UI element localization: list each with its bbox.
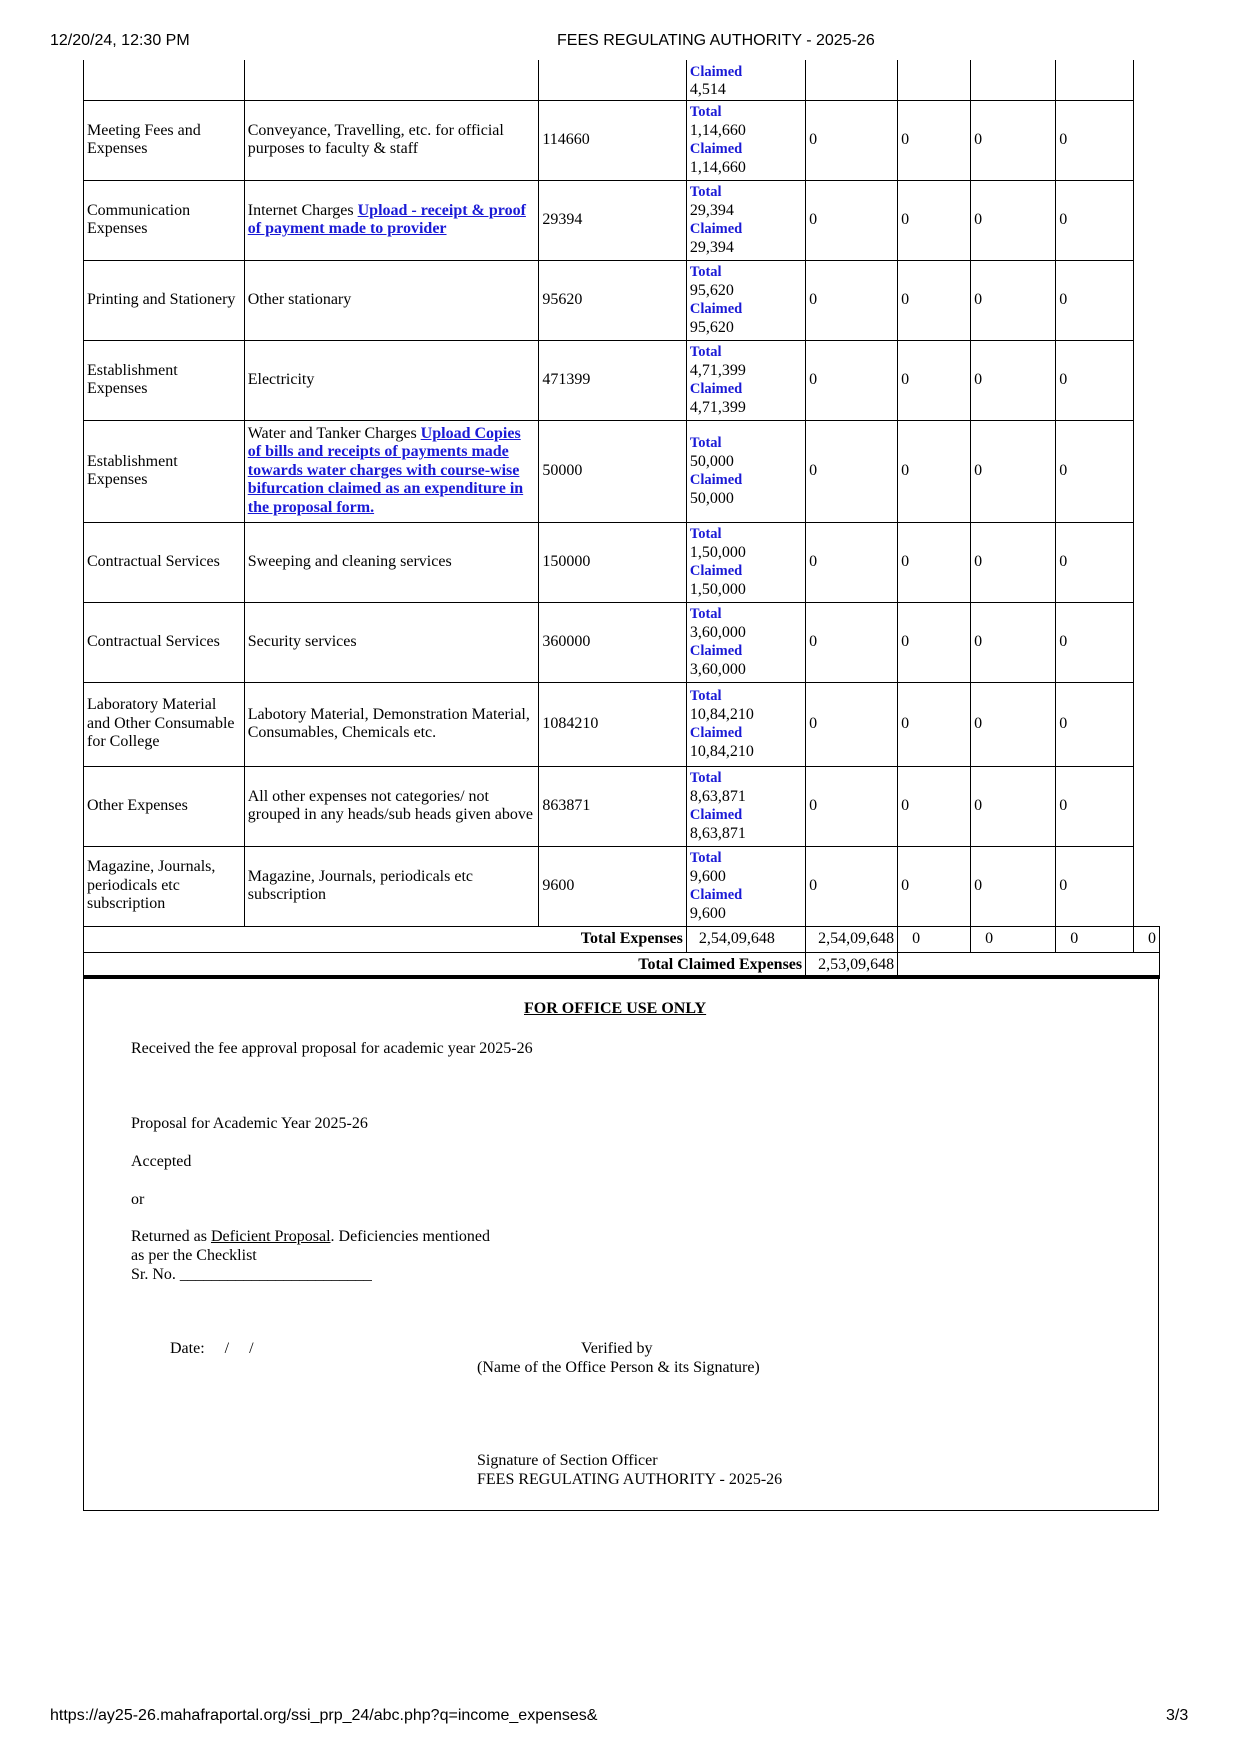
description-text: Security services: [247, 632, 357, 650]
total-value: 8,63,871: [689, 787, 746, 805]
total-label: Total: [689, 104, 722, 120]
value-c3: 0: [971, 602, 1056, 682]
claimed-value: 50,000: [689, 489, 734, 507]
total-expenses-row: [84, 926, 1160, 952]
value-c1: 0: [806, 420, 898, 522]
value-c4: 0: [1056, 420, 1134, 522]
claimed-label: Claimed: [689, 381, 743, 397]
expense-description: [244, 766, 539, 846]
proposal-text: Proposal for Academic Year 2025-26: [131, 1115, 368, 1132]
value-c1: 0: [806, 682, 898, 766]
total-claimed-cell: [686, 522, 805, 602]
verified-by: Verified by: [581, 1340, 653, 1357]
claimed-label: Claimed: [689, 887, 743, 903]
total-value: 10,84,210: [689, 705, 754, 723]
expense-amount: 114660: [539, 100, 687, 180]
value-c4: 0: [1056, 100, 1134, 180]
claimed-value: 29,394: [689, 238, 734, 256]
expense-amount: 29394: [539, 180, 687, 260]
total-label: Total: [689, 606, 722, 622]
value-c3: 0: [971, 682, 1056, 766]
total-label: Total: [689, 344, 722, 360]
total-value: 29,394: [689, 201, 734, 219]
expense-head: Contractual Services: [84, 602, 245, 682]
returned-suffix: . Deficiencies mentioned: [330, 1228, 491, 1245]
accepted-text: Accepted: [131, 1153, 192, 1170]
total-claimed-cell: [686, 340, 805, 420]
value-c4: 0: [1056, 180, 1134, 260]
total-expenses-amount: 2,54,09,648: [686, 926, 805, 952]
total-label: Total: [689, 688, 722, 704]
table-row: [84, 766, 1160, 846]
claimed-value: 3,60,000: [689, 660, 746, 678]
returned-text: [131, 1228, 490, 1246]
expense-description: [244, 420, 539, 522]
total-expenses-label: Total Expenses: [84, 926, 687, 952]
checklist-text: as per the Checklist: [131, 1247, 257, 1264]
page-number: 3/3: [1166, 1707, 1189, 1724]
expenses-table: [83, 60, 1160, 979]
value-c1: 0: [806, 340, 898, 420]
claimed-value: 1,14,660: [689, 158, 746, 176]
claimed-value: 9,600: [689, 904, 726, 922]
description-text: Electricity: [247, 370, 315, 388]
value-c2: 0: [898, 766, 971, 846]
claimed-label: Claimed: [689, 643, 743, 659]
total-value: 95,620: [689, 281, 734, 299]
total-label: Total: [689, 435, 722, 451]
value-c2: 0: [898, 340, 971, 420]
value-c2: 0: [898, 846, 971, 926]
expense-description: [244, 602, 539, 682]
expense-description: [244, 260, 539, 340]
expense-head: Communication Expenses: [84, 180, 245, 260]
total-claimed-cell: [686, 420, 805, 522]
total-value: 1,50,000: [689, 543, 746, 561]
expense-description: [244, 522, 539, 602]
value-c4: 0: [1056, 766, 1134, 846]
print-title: FEES REGULATING AUTHORITY - 2025-26: [557, 32, 875, 49]
claimed-value: 4,514: [689, 81, 726, 98]
total-expenses-total: 2,54,09,648: [806, 926, 898, 952]
expense-head: Meeting Fees and Expenses: [84, 100, 245, 180]
claimed-label: Claimed: [689, 63, 743, 80]
table-row: [84, 602, 1160, 682]
total-label: Total: [689, 526, 722, 542]
claimed-label: Claimed: [689, 807, 743, 823]
table-row: [84, 522, 1160, 602]
value-c1: 0: [806, 602, 898, 682]
value-c3: 0: [971, 846, 1056, 926]
total-label: Total: [689, 264, 722, 280]
expense-amount: 471399: [539, 340, 687, 420]
description-text: Labotory Material, Demonstration Material, Consumables, Chemicals etc.: [247, 705, 530, 741]
value-c2: 0: [898, 180, 971, 260]
value-c4: 0: [1056, 260, 1134, 340]
upload-link[interactable]: Upload - receipt & proof of payment made to provider: [247, 201, 526, 237]
total-label: Total: [689, 770, 722, 786]
claimed-value: 1,50,000: [689, 580, 746, 598]
value-c2: 0: [898, 100, 971, 180]
expense-amount: 150000: [539, 522, 687, 602]
value-c1: 0: [806, 846, 898, 926]
claimed-label: Claimed: [689, 301, 743, 317]
description-text: All other expenses not categories/ not grouped in any heads/sub heads given above: [247, 787, 533, 823]
value-c4: 0: [1056, 682, 1134, 766]
total-value: 1,14,660: [689, 121, 746, 139]
value-c1: 0: [806, 260, 898, 340]
total-claimed-cell: [686, 766, 805, 846]
table-row: [84, 682, 1160, 766]
expense-amount: 9600: [539, 846, 687, 926]
print-datetime: 12/20/24, 12:30 PM: [50, 32, 190, 49]
table-row: [84, 100, 1160, 180]
total-claimed-cell: [686, 682, 805, 766]
total-claimed-cell: [686, 260, 805, 340]
value-c3: 0: [971, 766, 1056, 846]
authority-name: FEES REGULATING AUTHORITY - 2025-26: [477, 1471, 783, 1488]
value-c2: 0: [898, 682, 971, 766]
total-value: 3,60,000: [689, 623, 746, 641]
expense-amount: 1084210: [539, 682, 687, 766]
or-text: or: [131, 1191, 145, 1208]
value-c3: 0: [971, 522, 1056, 602]
value-c1: 0: [806, 522, 898, 602]
expense-amount: 95620: [539, 260, 687, 340]
received-text: Received the fee approval proposal for academic year 2025-26: [131, 1040, 533, 1057]
description-text: Water and Tanker Charges: [247, 424, 417, 442]
claimed-value: 4,71,399: [689, 398, 746, 416]
value-c1: 0: [806, 766, 898, 846]
total-expenses-c3: 0: [1056, 926, 1134, 952]
expense-head: Laboratory Material and Other Consumable for College: [84, 682, 245, 766]
value-c1: 0: [806, 100, 898, 180]
claimed-label: Claimed: [689, 472, 743, 488]
table-row: [84, 340, 1160, 420]
sr-no-field: Sr. No. ________________________: [131, 1266, 372, 1283]
total-claimed-value: 2,53,09,648: [806, 952, 898, 978]
deficient-proposal-text: Deficient Proposal: [210, 1228, 331, 1245]
table-row: [84, 260, 1160, 340]
total-value: 4,71,399: [689, 361, 746, 379]
value-c4: 0: [1056, 522, 1134, 602]
value-c3: 0: [971, 420, 1056, 522]
expense-head: Printing and Stationery: [84, 260, 245, 340]
claimed-value: 95,620: [689, 318, 734, 336]
expense-description: [244, 682, 539, 766]
total-claimed-cell: [686, 100, 805, 180]
value-c4: 0: [1056, 340, 1134, 420]
total-expenses-c1: 0: [898, 926, 971, 952]
expense-amount: 360000: [539, 602, 687, 682]
expense-description: [244, 846, 539, 926]
value-c3: 0: [971, 340, 1056, 420]
expense-head: Establishment Expenses: [84, 420, 245, 522]
section-officer-signature: Signature of Section Officer: [477, 1452, 658, 1469]
value-c4: 0: [1056, 846, 1134, 926]
value-c2: 0: [898, 260, 971, 340]
description-text: Magazine, Journals, periodicals etc subscription: [247, 867, 473, 903]
upload-link[interactable]: Upload Copies of bills and receipts of payments made towards water charges with course-wise bifurcation claimed as an expenditure in the proposal form.: [247, 424, 524, 516]
total-claimed-label: Total Claimed Expenses: [84, 952, 806, 978]
claimed-label: Claimed: [689, 725, 743, 741]
value-c1: 0: [806, 180, 898, 260]
total-label: Total: [689, 850, 722, 866]
total-expenses-c4: 0: [1134, 926, 1160, 952]
expense-head: Magazine, Journals, periodicals etc subscription: [84, 846, 245, 926]
date-field: Date: / /: [170, 1340, 254, 1357]
table-row: [84, 846, 1160, 926]
description-text: Other stationary: [247, 290, 352, 308]
total-claimed-cell: [686, 846, 805, 926]
table-row-continued: [84, 60, 1160, 100]
value-c2: 0: [898, 522, 971, 602]
total-claimed-cell: [686, 602, 805, 682]
value-c3: 0: [971, 180, 1056, 260]
page-url: https://ay25-26.mahafraportal.org/ssi_prp_24/abc.php?q=income_expenses&: [50, 1707, 598, 1724]
expense-description: [244, 180, 539, 260]
value-c4: 0: [1056, 602, 1134, 682]
expense-description: [244, 100, 539, 180]
total-claimed-cell: [686, 180, 805, 260]
expense-description: [244, 340, 539, 420]
total-value: 9,600: [689, 867, 726, 885]
value-c3: 0: [971, 100, 1056, 180]
expense-head: Other Expenses: [84, 766, 245, 846]
total-value: 50,000: [689, 452, 734, 470]
expense-head: Establishment Expenses: [84, 340, 245, 420]
claimed-label: Claimed: [689, 563, 743, 579]
claimed-label: Claimed: [689, 141, 743, 157]
total-label: Total: [689, 184, 722, 200]
claimed-value: 10,84,210: [689, 742, 754, 760]
value-c3: 0: [971, 260, 1056, 340]
claimed-value: 8,63,871: [689, 824, 746, 842]
table-row: [84, 420, 1160, 522]
description-text: Internet Charges: [247, 201, 354, 219]
table-row: [84, 180, 1160, 260]
expense-head: Contractual Services: [84, 522, 245, 602]
description-text: Conveyance, Travelling, etc. for official purposes to faculty & staff: [247, 121, 504, 157]
verified-name: (Name of the Office Person & its Signature): [477, 1359, 760, 1376]
total-expenses-c2: 0: [971, 926, 1056, 952]
returned-prefix: Returned as: [131, 1228, 211, 1245]
expense-amount: 863871: [539, 766, 687, 846]
office-use-title: FOR OFFICE USE ONLY: [524, 1000, 707, 1017]
expense-amount: 50000: [539, 420, 687, 522]
description-text: Sweeping and cleaning services: [247, 552, 452, 570]
value-c2: 0: [898, 420, 971, 522]
value-c2: 0: [898, 602, 971, 682]
claimed-label: Claimed: [689, 221, 743, 237]
office-use-section: [83, 975, 1159, 1511]
